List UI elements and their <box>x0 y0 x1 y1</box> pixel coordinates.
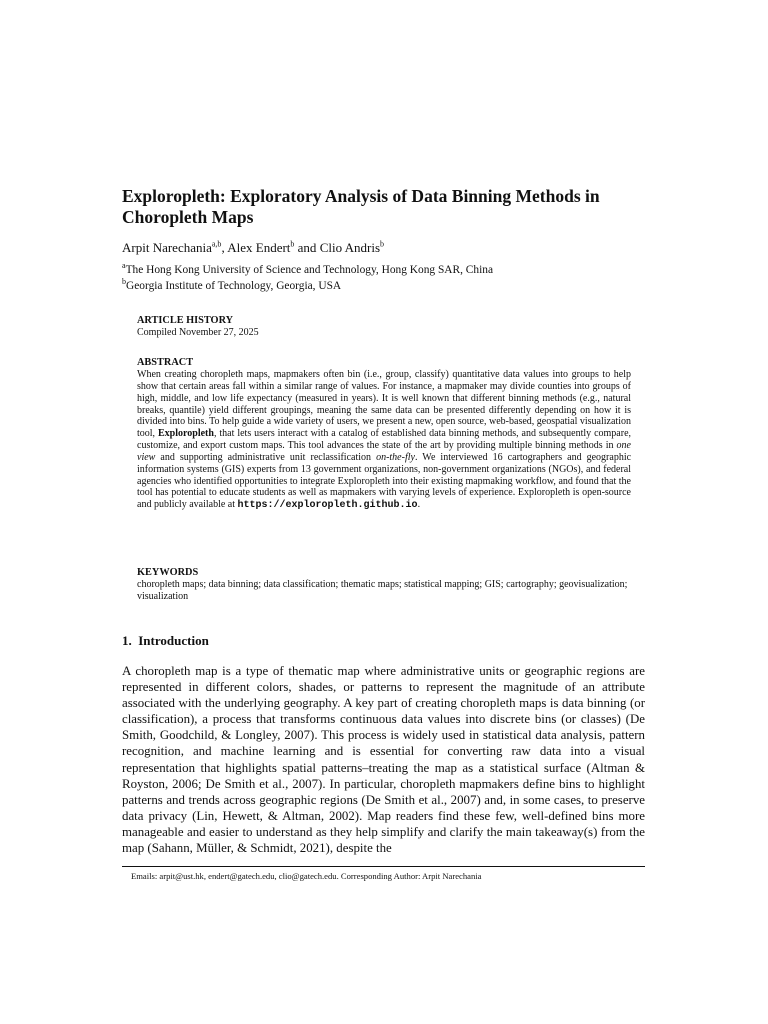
abstract-text: When creating choropleth maps, mapmakers often bin (i.e., group, classify) quantitative data values into groups to help show that certain areas fall within a similar range of values. For instance, a mapmaker may divide counties into groups of high, middle, and low life expectancy (measured in years). It is well known that different binning methods (e.g., natural breaks, quantile) yield different groupings, meaning the same data can be presented differently depending on how it is divided into bins. To help guide a wide variety of users, we present a new, open source, web-based, geospatial visualization tool, <box>137 369 631 440</box>
author-affil-marker: a,b <box>211 239 222 249</box>
affiliation-text: Georgia Institute of Technology, Georgia, USA <box>126 279 342 292</box>
author-list <box>122 240 384 256</box>
author-affil-marker: b <box>290 239 295 249</box>
abstract <box>137 356 631 512</box>
affiliation-marker: b <box>122 276 126 286</box>
tool-name: Exploropleth <box>158 428 214 440</box>
author-separator: and <box>294 240 320 255</box>
author-separator: , <box>221 240 228 255</box>
abstract-emphasis: on-the-fly <box>376 451 415 463</box>
article-history <box>137 314 631 339</box>
keywords-heading: KEYWORDS <box>137 567 199 578</box>
author-name: Clio Andris <box>319 240 381 255</box>
affiliation-line <box>122 263 493 279</box>
section-heading <box>122 633 209 649</box>
footnote-rule <box>122 866 645 867</box>
author-affil-marker: b <box>380 239 385 249</box>
article-history-date: Compiled November 27, 2025 <box>137 327 259 338</box>
keywords <box>137 566 631 603</box>
author-name: Arpit Narechania <box>122 240 212 255</box>
affiliation-list <box>122 263 493 294</box>
abstract-body <box>137 369 631 512</box>
abstract-text: , that lets users interact with a catalog of established data binning methods, and subsequently compare, customize, and export custom maps. This tool advances the state of the art by providing multiple binning methods in <box>137 428 632 452</box>
affiliation-marker: a <box>122 261 126 271</box>
paper-title: Exploropleth: Exploratory Analysis of Data Binning Methods in Choropleth Maps <box>122 186 600 227</box>
article-history-heading: ARTICLE HISTORY <box>137 315 234 326</box>
abstract-text: . We interviewed 16 cartographers and geographic information systems (GIS) experts from 13 government organizations, non-government organizations (NGOs), and federal agencies who identified opportunities to integrate Exploropleth into their existing mapmaking workflow, and found that the tool has potential to educate students as well as mapmakers with varying levels of experience. Exploropleth is open-source and publicly available at <box>137 451 632 511</box>
abstract-heading: ABSTRACT <box>137 357 194 368</box>
abstract-text: and supporting administrative unit reclassification <box>160 451 372 463</box>
affiliation-text: The Hong Kong University of Science and Technology, Hong Kong SAR, China <box>125 264 494 276</box>
abstract-emphasis: one view <box>137 440 631 463</box>
footnote: Emails: arpit@ust.hk, endert@gatech.edu, clio@gatech.edu. Corresponding Author: Arpit Narechania <box>131 871 482 881</box>
intro-paragraph: A choropleth map is a type of thematic map where administrative units or geographic regions are represented in different colors, shades, or patterns to represent the magnitude of an attribute associated with the underlying geography. A key part of creating choropleth maps is data binning (or classification), a process that transforms continuous data values into discrete bins (or classes) (De Smith, Goodchild, & Longley, 2007). This process is widely used in statistical data analysis, pattern recognition, and machine learning and is essential for converting raw data into a visual representation that highlights spatial patterns–treating the map as a statistical surface (Altman & Royston, 2006; De Smith et al., 2007). In particular, choropleth mapmakers define bins to highlight patterns and trends across geographic regions (De Smith et al., 2007) and, in some cases, to preserve data privacy (Lin, Hewett, & Altman, 2002). Map readers find these few, well-defined bins more manageable and easier to understand as they help simplify and clarify the main takeaway(s) from the map (Sahann, Müller, & Schmidt, 2021), despite the <box>122 664 645 856</box>
author-name: Alex Endert <box>227 240 291 255</box>
abstract-text: . <box>417 499 421 511</box>
section-number: 1. <box>122 633 132 648</box>
affiliation-line <box>122 276 493 295</box>
keywords-text: choropleth maps; data binning; data classification; thematic maps; statistical mapping; GIS; cartography; geovisualization; visualization <box>137 579 628 602</box>
project-url-link[interactable]: https://exploropleth.github.io <box>237 500 418 512</box>
section-title: Introduction <box>138 633 209 648</box>
